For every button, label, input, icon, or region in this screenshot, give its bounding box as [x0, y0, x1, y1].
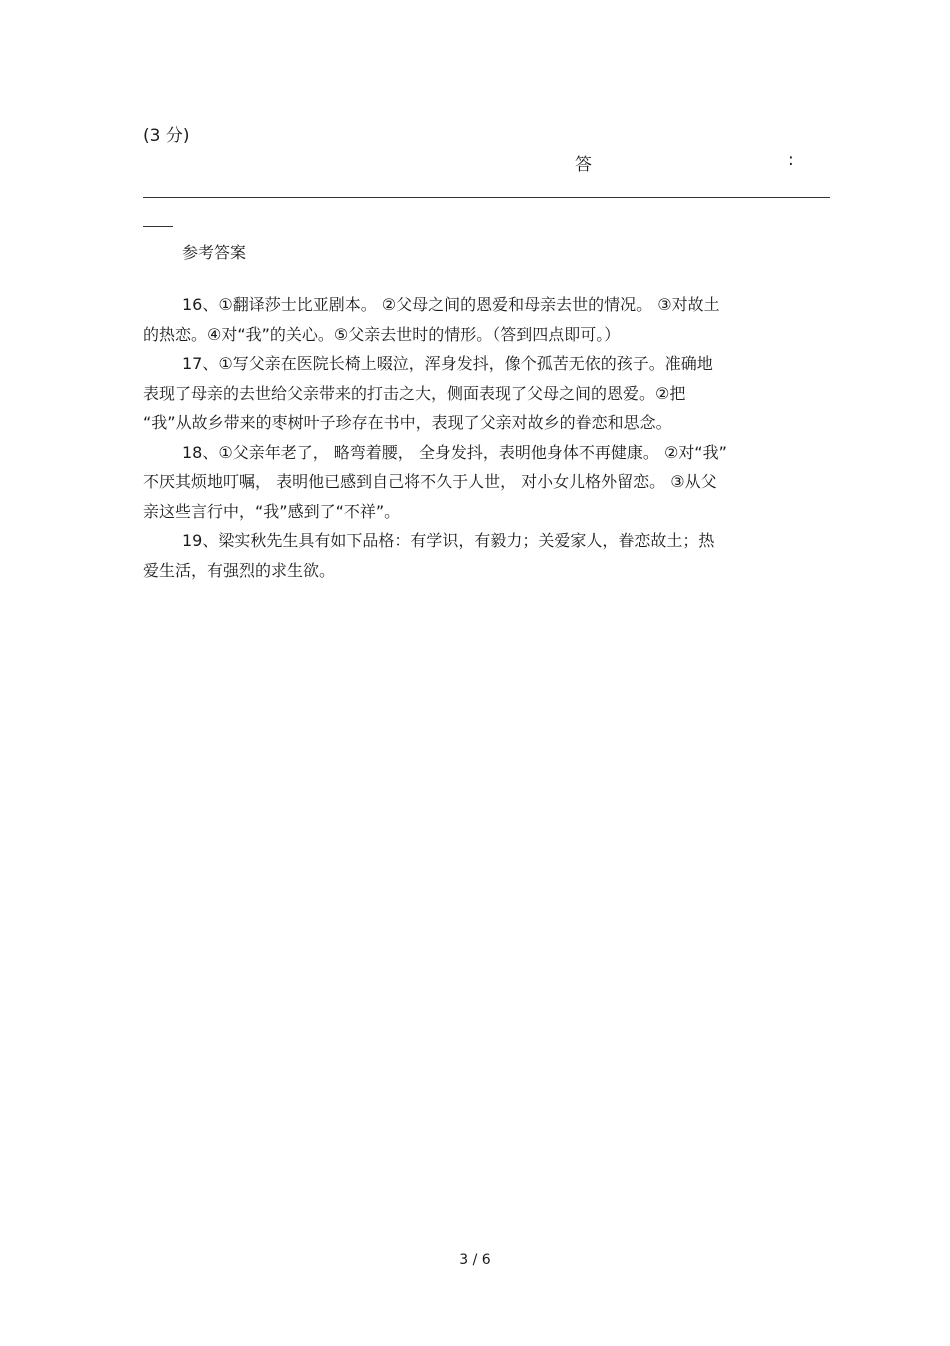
- answer-16-line-2: 的热恋。④对“我”的关心。⑤父亲去世时的情形。（答到四点即可。）: [143, 324, 621, 344]
- answer-19-line-2: 爱生活，有强烈的求生欲。: [143, 560, 336, 580]
- answer-16-line-1: 16、①翻译莎士比亚剧本。 ②父母之间的恩爱和母亲去世的情况。 ③对故土: [182, 295, 720, 314]
- answer-17-line-1: 17、①写父亲在医院长椅上啜泣，浑身发抖，像个孤苦无依的孩子。准确地: [182, 354, 713, 373]
- page-number: 3 / 6: [459, 1252, 491, 1268]
- answer-18-line-1: 18、①父亲年老了， 略弯着腰， 全身发抖，表明他身体不再健康。 ②对“我”: [182, 442, 727, 462]
- reference-answers-title: 参考答案: [182, 243, 247, 262]
- answer-colon: :: [788, 150, 794, 170]
- question-score: (3 分): [143, 126, 190, 146]
- answer-blank-line-continuation: [143, 226, 173, 227]
- answer-18-line-3: 亲这些言行中，“我”感到了“不祥”。: [143, 501, 401, 521]
- answer-17-line-2: 表现了母亲的去世给父亲带来的打击之大，侧面表现了父母之间的恩爱。②把: [143, 383, 686, 403]
- reference-answers-body: [143, 290, 818, 585]
- answer-18-line-2: 不厌其烦地叮嘱， 表明他已感到自己将不久于人世， 对小女儿格外留恋。 ③从父: [143, 472, 717, 491]
- answer-17-line-3: “我”从故乡带来的枣树叶子珍存在书中，表现了父亲对故乡的眷恋和思念。: [143, 413, 672, 432]
- answer-label: 答: [575, 155, 592, 175]
- answer-19-line-1: 19、梁实秋先生具有如下品格：有学识，有毅力；关爱家人，眷恋故土；热: [182, 531, 715, 550]
- answer-blank-line: [143, 197, 830, 198]
